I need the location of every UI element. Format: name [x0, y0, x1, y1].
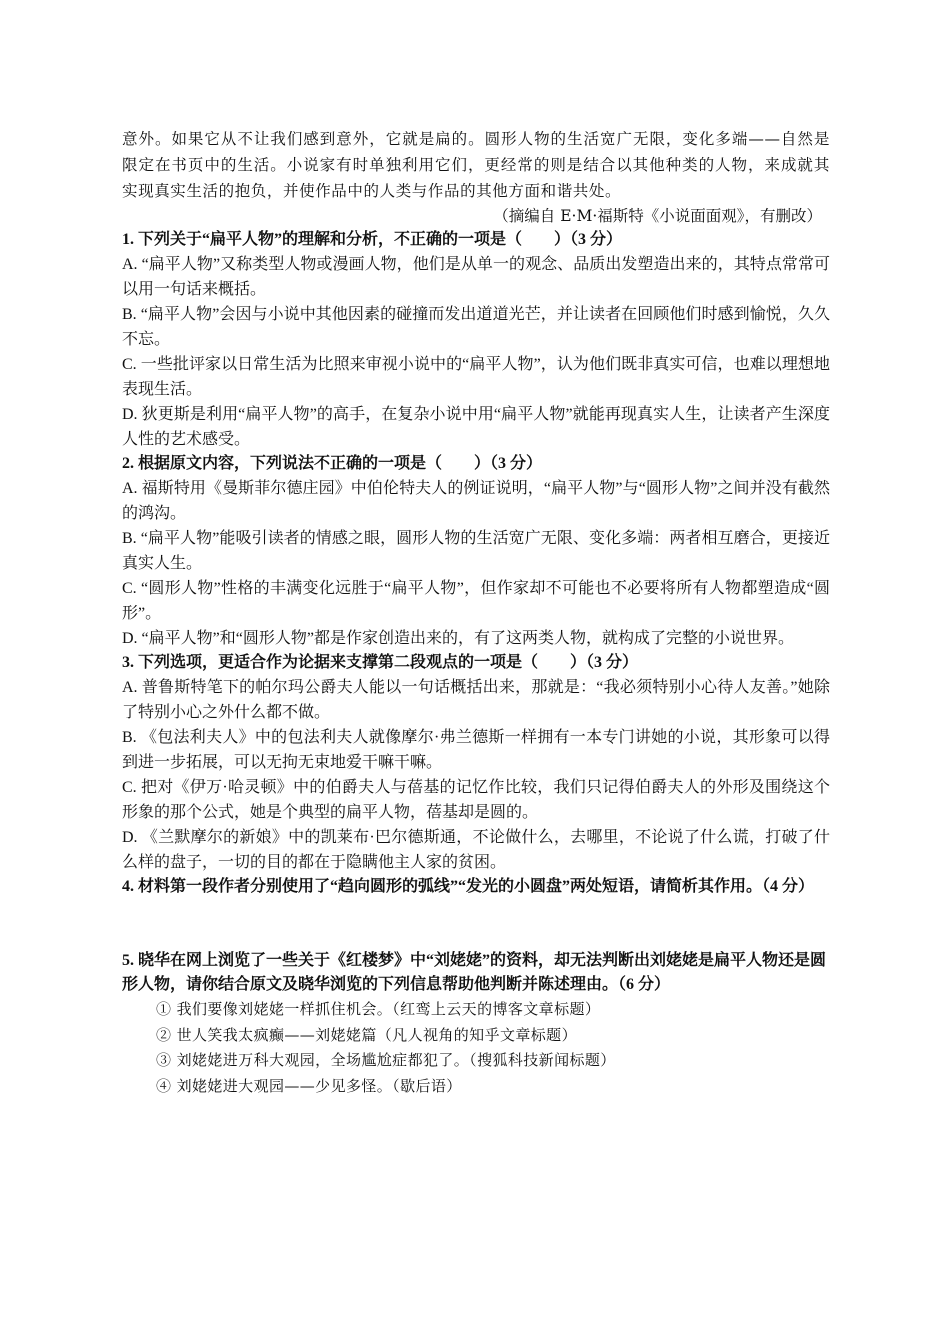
question-1-option-b: B. “扁平人物”会因与小说中其他因素的碰撞而发出道道光芒，并让读者在回顾他们时感到愉悦，久久不忘。: [122, 306, 830, 348]
answer-space: [122, 899, 830, 949]
info-item-2: ② 世人笑我太疯癫——刘姥姥篇（凡人视角的知乎文章标题）: [156, 1025, 577, 1044]
info-item-3: ③ 刘姥姥进万科大观园，全场尴尬症都犯了。（搜狐科技新闻标题）: [156, 1051, 616, 1069]
question-1-option-c: C. 一些批评家以日常生活为比照来审视小说中的“扁平人物”，认为他们既非真实可信，也难以理想地表现生活。: [122, 356, 830, 398]
question-3-stem: 3. 下列选项，更适合作为论据来支撑第二段观点的一项是（ ）（3 分）: [122, 654, 639, 671]
question-2-option-c: C. “圆形人物”性格的丰满变化远胜于“扁平人物”，但作家却不可能也不必要将所有人物都塑造成“圆形”。: [122, 580, 830, 622]
info-list: [122, 997, 830, 1099]
passage-tail-paragraph: 意外。如果它从不让我们感到意外，它就是扁的。圆形人物的生活宽广无限，变化多端——自然是限定在书页中的生活。小说家有时单独利用它们，更经常的则是结合以其他种类的人物，来成就其实现真实生活的抱负，并使作品中的人类与作品的其他方面和谐共处。: [122, 130, 830, 200]
question-3-option-c: C. 把对《伊万·哈灵顿》中的伯爵夫人与蓓基的记忆作比较，我们只记得伯爵夫人的外形及围绕这个形象的那个公式，她是个典型的扁平人物，蓓基却是圆的。: [122, 779, 830, 821]
question-2-option-a: A. 福斯特用《曼斯菲尔德庄园》中伯伦特夫人的例证说明，“扁平人物”与“圆形人物”之间并没有截然的鸿沟。: [122, 480, 830, 522]
info-item-1: ① 我们要像刘姥姥一样抓住机会。（红鸾上云天的博客文章标题）: [156, 1000, 601, 1018]
question-2-stem: 2. 根据原文内容，下列说法不正确的一项是（ ）（3 分）: [122, 455, 543, 472]
exam-page: [122, 126, 830, 1099]
question-5: [122, 949, 830, 1099]
question-1-option-d: D. 狄更斯是利用“扁平人物”的高手，在复杂小说中用“扁平人物”就能再现真实人生，让读者产生深度人性的艺术感受。: [122, 406, 830, 448]
question-3: [122, 651, 830, 875]
question-1: [122, 228, 830, 452]
question-2: [122, 452, 830, 651]
question-3-option-a: A. 普鲁斯特笔下的帕尔玛公爵夫人能以一句话概括出来，那就是：“我必须特别小心待人友善。”她除了特别小心之外什么都不做。: [122, 679, 830, 721]
question-3-option-d: D. 《兰默摩尔的新娘》中的凯莱布·巴尔德斯通，不论做什么，去哪里，不论说了什么谎，打破了什么样的盘子，一切的目的都在于隐瞒他主人家的贫困。: [122, 829, 830, 871]
info-item-4: ④ 刘姥姥进大观园——少见多怪。（歇后语）: [156, 1076, 462, 1095]
question-1-option-a: A. “扁平人物”又称类型人物或漫画人物，他们是从单一的观念、品质出发塑造出来的，其特点常常可以用一句话来概括。: [122, 256, 830, 298]
question-4: [122, 875, 830, 899]
question-2-option-d: D. “扁平人物”和“圆形人物”都是作家创造出来的，有了这两类人物，就构成了完整的小说世界。: [122, 630, 794, 647]
question-3-option-b: B. 《包法利夫人》中的包法利夫人就像摩尔·弗兰德斯一样拥有一本专门讲她的小说，其形象可以得到进一步拓展，可以无拘无束地爱干嘛干嘛。: [122, 729, 830, 771]
question-4-stem: 4. 材料第一段作者分别使用了“趋向圆形的弧线”“发光的小圆盘”两处短语，请简析其作用。（4 分）: [122, 878, 815, 895]
question-2-option-b: B. “扁平人物”能吸引读者的情感之眼，圆形人物的生活宽广无限、变化多端：两者相互磨合，更接近真实人生。: [122, 530, 830, 572]
passage-source: （摘编自 E·M·福斯特《小说面面观》，有删改）: [493, 207, 822, 225]
question-1-stem: 1. 下列关于“扁平人物”的理解和分析，不正确的一项是（ ）（3 分）: [122, 231, 623, 248]
question-5-stem: 5. 晓华在网上浏览了一些关于《红楼梦》中“刘姥姥”的资料，却无法判断出刘姥姥是扁平人物还是圆形人物，请你结合原文及晓华浏览的下列信息帮助他判断并陈述理由。（6 分）: [122, 952, 827, 993]
